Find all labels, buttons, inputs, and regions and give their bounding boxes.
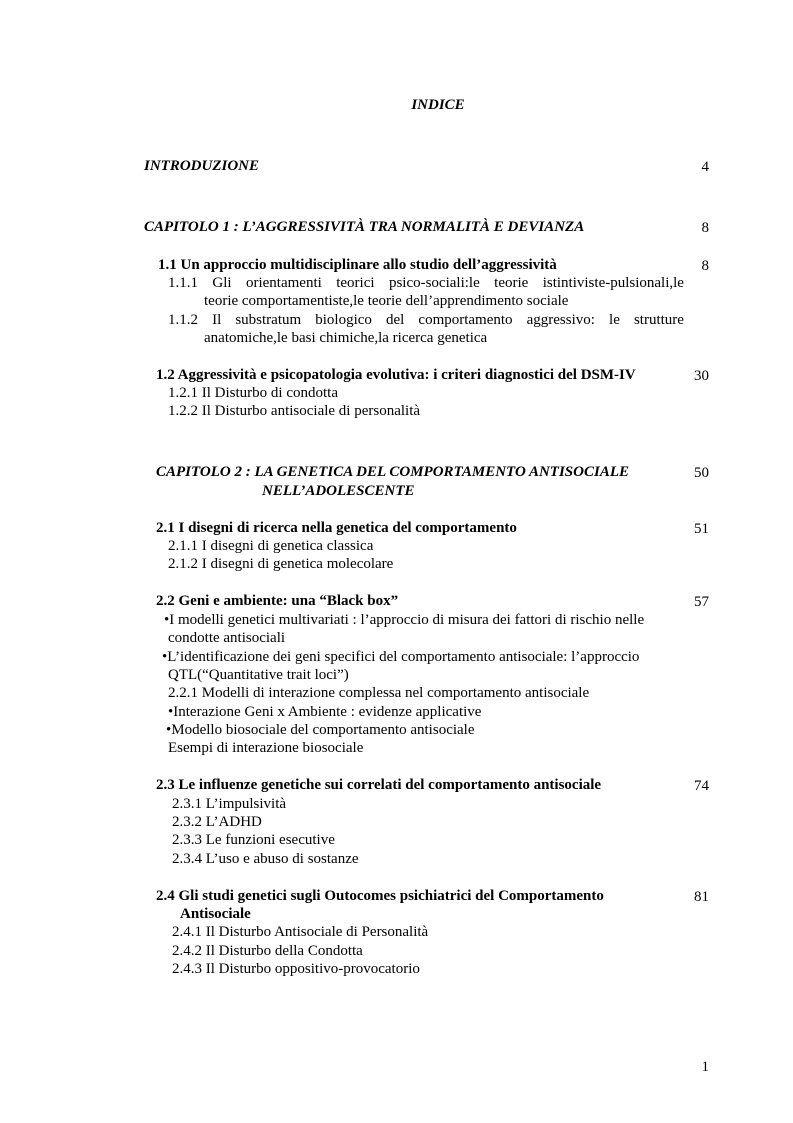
toc-subsection-2-2-1: 2.2.1 Modelli di interazione complessa nel comportamento antisociale xyxy=(168,685,590,701)
toc-subsection-2-4-2: 2.4.2 Il Disturbo della Condotta xyxy=(172,943,363,959)
toc-subsection-2-3-1: 2.3.1 L’impulsività xyxy=(172,796,287,812)
toc-section-2-3-page: 74 xyxy=(694,778,709,794)
toc-section-2-4: 2.4 Gli studi genetici sugli Outocomes psichiatrici del Comportamento xyxy=(156,888,604,904)
toc-examples: Esempi di interazione biosociale xyxy=(168,740,364,756)
toc-subsection-2-4-3: 2.4.3 Il Disturbo oppositivo-provocatorio xyxy=(172,961,420,977)
toc-bullet-multivariate-cont: condotte antisociali xyxy=(168,630,286,646)
toc-intro-page: 4 xyxy=(701,159,709,175)
toc-chapter-2: CAPITOLO 2 : LA GENETICA DEL COMPORTAMENTO ANTISOCIALE xyxy=(156,464,629,480)
toc-section-1-2-page: 30 xyxy=(694,368,709,384)
toc-subsection-2-1-1: 2.1.1 I disegni di genetica classica xyxy=(168,538,374,554)
toc-bullet-multivariate: •I modelli genetici multivariati : l’approccio di misura dei fattori di rischio nelle xyxy=(164,612,645,628)
toc-chapter-1-page: 8 xyxy=(701,220,709,236)
toc-section-2-2: 2.2 Geni e ambiente: una “Black box” xyxy=(156,593,399,609)
toc-intro: INTRODUZIONE xyxy=(144,158,260,174)
toc-subsection-1-1-2-cont: anatomiche,le basi chimiche,la ricerca genetica xyxy=(204,330,488,346)
toc-subsection-2-3-3: 2.3.3 Le funzioni esecutive xyxy=(172,832,335,848)
toc-subsection-1-1-1: 1.1.1 Gli orientamenti teorici psico-sociali:le teorie istintiviste-pulsionali,le xyxy=(168,275,684,291)
toc-section-1-2: 1.2 Aggressività e psicopatologia evolutiva: i criteri diagnostici del DSM-IV xyxy=(156,367,636,383)
toc-section-2-1-page: 51 xyxy=(694,521,709,537)
toc-section-2-2-page: 57 xyxy=(694,594,709,610)
toc-chapter-2-cont: NELL’ADOLESCENTE xyxy=(262,483,415,499)
toc-section-2-4-cont: Antisociale xyxy=(180,906,251,922)
toc-subsection-2-3-2: 2.3.2 L’ADHD xyxy=(172,814,262,830)
toc-subsection-1-1-1-cont: teorie comportamentiste,le teorie dell’apprendimento sociale xyxy=(204,293,569,309)
toc-section-2-4-page: 81 xyxy=(694,889,709,905)
toc-subsection-2-1-2: 2.1.2 I disegni di genetica molecolare xyxy=(168,556,394,572)
toc-section-1-1-page: 8 xyxy=(701,258,709,274)
toc-bullet-qtl-cont: QTL(“Quantitative trait loci”) xyxy=(168,667,349,683)
toc-subsection-1-1-2: 1.1.2 Il substratum biologico del comportamento aggressivo: le strutture xyxy=(168,312,684,328)
toc-section-2-1: 2.1 I disegni di ricerca nella genetica del comportamento xyxy=(156,520,517,536)
toc-bullet-biosocial: •Modello biosociale del comportamento antisociale xyxy=(166,722,475,738)
toc-subsection-1-2-2: 1.2.2 Il Disturbo antisociale di personalità xyxy=(168,403,421,419)
toc-bullet-qtl: •L’identificazione dei geni specifici del comportamento antisociale: l’approccio xyxy=(162,649,640,665)
toc-section-1-1: 1.1 Un approccio multidisciplinare allo studio dell’aggressività xyxy=(158,257,557,273)
page-title: INDICE xyxy=(411,97,465,113)
toc-section-2-3: 2.3 Le influenze genetiche sui correlati del comportamento antisociale xyxy=(156,777,602,793)
toc-chapter-2-page: 50 xyxy=(694,465,709,481)
toc-subsection-2-3-4: 2.3.4 L’uso e abuso di sostanze xyxy=(172,851,359,867)
toc-chapter-1: CAPITOLO 1 : L’AGGRESSIVITÀ TRA NORMALITÀ E DEVIANZA xyxy=(144,219,585,235)
page-number: 1 xyxy=(701,1059,709,1075)
toc-subsection-1-2-1: 1.2.1 Il Disturbo di condotta xyxy=(168,385,338,401)
toc-subsection-2-4-1: 2.4.1 Il Disturbo Antisociale di Personalità xyxy=(172,924,429,940)
toc-bullet-gxe: •Interazione Geni x Ambiente : evidenze applicative xyxy=(168,704,482,720)
